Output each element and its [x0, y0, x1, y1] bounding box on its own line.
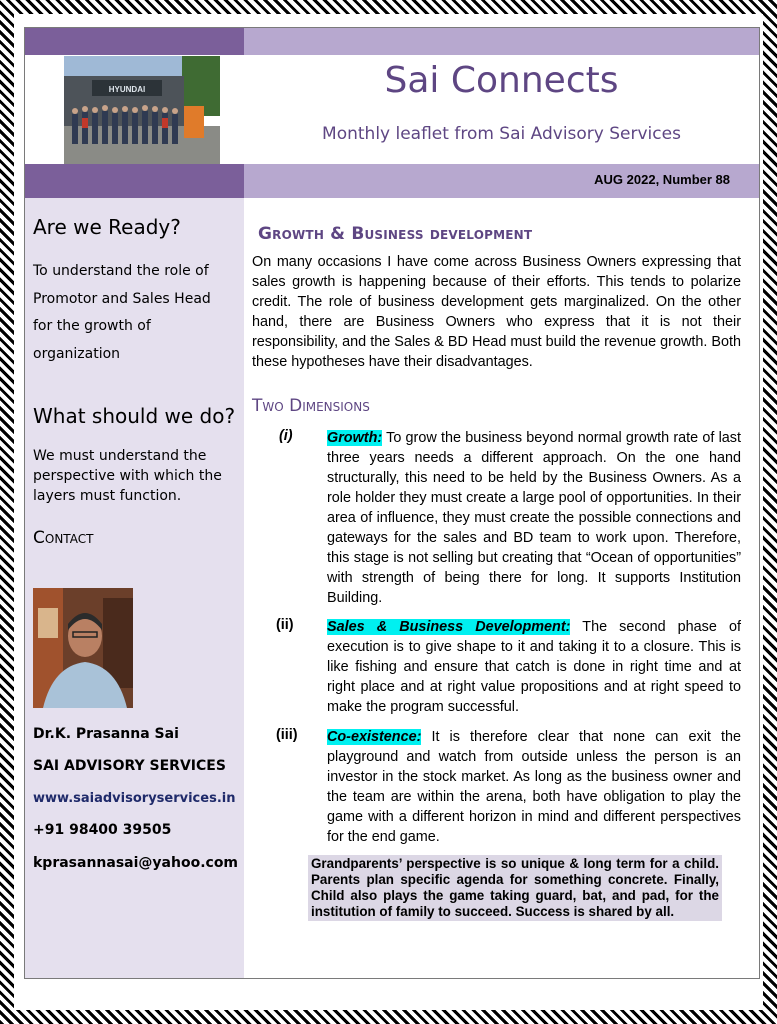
list-item-body: It is therefore clear that none can exit the playground and watch from outside unless the person is an investor in the stock market. As long as the business owner and the team are within the arena, both have obligation to play the game with a different horizon in mind and different perspectives for the end game. — [327, 729, 741, 845]
pull-quote: Grandparents’ perspective is so unique & long term for a child. Parents plan specific agenda for something concrete. Finally, Child also plays the game taking guard, bat, and pad, for the institution of family to succeed. Success is shared by all. — [308, 855, 722, 921]
list-item-number: (iii) — [276, 727, 298, 743]
list-item-label: Growth: — [327, 430, 383, 446]
list-item-number: (i) — [279, 428, 293, 444]
header-band-left — [25, 28, 244, 55]
sidebar-do-text: We must understand the perspective with which the layers must function. — [33, 448, 222, 504]
sidebar-ready-line: Promotor and Sales Head — [33, 290, 211, 307]
contact-name: Dr.K. Prasanna Sai — [33, 726, 179, 742]
dealership-sign: HYUNDAI — [108, 85, 146, 94]
list-item-number: (ii) — [276, 617, 294, 633]
list-item-text — [327, 617, 741, 717]
sidebar-ready-line: for the growth of — [33, 318, 151, 334]
article-heading: Growth & Business development — [258, 224, 533, 244]
issue-label: AUG 2022, Number 88 — [594, 172, 730, 187]
article-subheading: Two Dimensions — [252, 396, 370, 416]
contact-website-link[interactable]: www.saiadvisoryservices.in — [33, 791, 236, 806]
newsletter-title: Sai Connects — [384, 60, 619, 101]
contact-heading: Contact — [33, 528, 94, 548]
list-item-body: The second phase of execution is to give shape to it and taking it to a closure. This is like fishing and ensure that catch is done in right time and at right place and at right value propositions and at right speed to make the program successful. — [327, 619, 741, 715]
sidebar-ready-line: To understand the role of — [33, 263, 209, 279]
contact-phone: +91 98400 39505 — [33, 822, 172, 838]
contact-email[interactable]: kprasannasai@yahoo.com — [33, 855, 239, 871]
newsletter-subtitle: Monthly leaflet from Sai Advisory Services — [322, 124, 681, 144]
subheader-band-left — [25, 164, 244, 198]
sidebar-heading-do: What should we do? — [33, 404, 236, 428]
list-item-text — [327, 727, 741, 847]
list-item-label: Sales & Business Development: — [327, 619, 571, 635]
list-item-label: Co-existence: — [327, 729, 422, 745]
list-item-text — [327, 428, 741, 608]
group-photo — [64, 56, 220, 164]
author-photo — [33, 588, 133, 708]
sidebar-ready-line: organization — [33, 345, 121, 362]
sidebar-heading-ready: Are we Ready? — [33, 215, 181, 239]
header-band-right — [244, 28, 759, 55]
sidebar-ready-text — [33, 258, 233, 368]
list-item-body: To grow the business beyond normal growth rate of last three years needs a different approach. On the one hand structurally, this need to be held by the Business Owners. As a role holder they must create a large pool of opportunities. In their area of influence, they must create the possible connections and gateways for the sales and BD team to work upon. Therefore, this stage is not selling but creating that “Ocean of opportunities” with strength of being there for long. It supports Institution Building. — [327, 430, 741, 606]
article-intro: On many occasions I have come across Business Owners expressing that sales growth is happening because of their efforts. This tends to polarize credit. The role of business development gets marginalized. On the other hand, there are Business Owners who express that it is not their responsibility, and the Sales & BD Head must build the revenue growth. Both these hypotheses have their disadvantages. — [252, 254, 741, 370]
contact-company: SAI ADVISORY SERVICES — [33, 758, 226, 774]
